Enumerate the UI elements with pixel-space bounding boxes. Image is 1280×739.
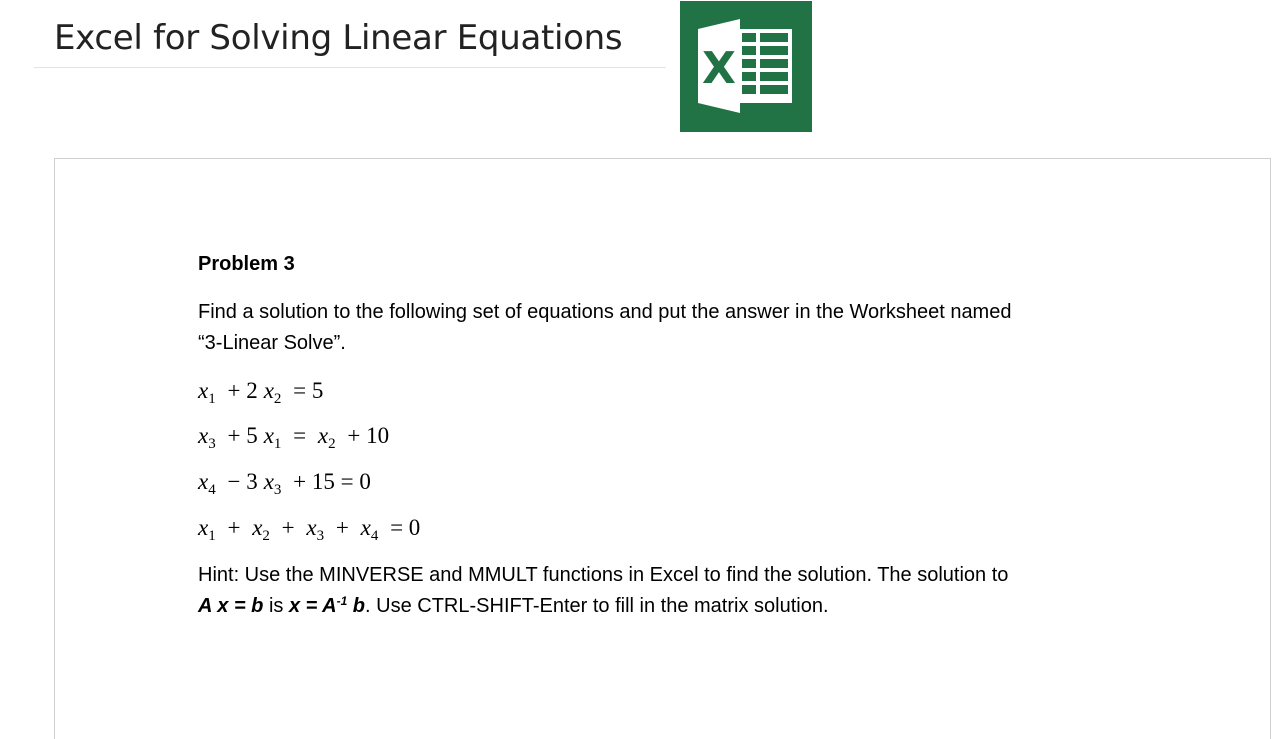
eq-var: x — [306, 515, 317, 540]
eq-sub: 1 — [273, 436, 282, 452]
slide-title: Excel for Solving Linear Equations — [54, 18, 623, 58]
hint-line-1: Hint: Use the MINVERSE and MMULT functions in Excel to find the solution. The solution to — [198, 564, 1009, 586]
problem-intro — [198, 297, 1011, 359]
eq-sub: 3 — [316, 528, 325, 544]
hint-eq-left: A x = b — [198, 595, 264, 617]
eq-var: x — [263, 378, 274, 403]
eq-op: + — [281, 515, 295, 540]
equation-2 — [198, 423, 395, 452]
hint-line-2 — [198, 591, 1008, 622]
eq-var: x — [317, 423, 329, 448]
excel-logo-letter: X — [702, 43, 736, 94]
eq-var: x — [263, 423, 274, 448]
eq-var: x — [252, 515, 263, 540]
eq-sub: 4 — [370, 528, 379, 544]
hint-superscript: -1 — [336, 594, 348, 608]
eq-var: x — [198, 423, 209, 448]
eq-op: = 0 — [390, 515, 421, 540]
intro-line-1: Find a solution to the following set of equations and put the answer in the Worksheet named — [198, 301, 1012, 323]
eq-sub: 3 — [208, 436, 216, 452]
eq-op: + 15 = 0 — [293, 469, 371, 494]
eq-sub: 2 — [262, 528, 270, 544]
eq-op: + — [227, 515, 241, 540]
eq-sub: 1 — [208, 391, 216, 407]
equation-1 — [198, 378, 329, 407]
eq-op: = — [293, 423, 307, 448]
eq-sub: 1 — [208, 528, 216, 544]
title-divider — [34, 67, 666, 68]
eq-sub: 3 — [273, 482, 282, 498]
eq-var: x — [360, 515, 371, 540]
hint-is-word: is — [263, 595, 289, 617]
eq-op: − 3 — [227, 469, 258, 494]
eq-sub: 2 — [328, 436, 336, 452]
hint-eq-right-a: x = A — [288, 595, 337, 617]
hint-rest: . Use CTRL-SHIFT-Enter to fill in the matrix solution. — [365, 595, 829, 617]
eq-var: x — [263, 469, 274, 494]
eq-op: + 2 — [227, 378, 258, 403]
eq-var: x — [198, 378, 209, 403]
eq-op: + 10 — [347, 423, 390, 448]
intro-line-2: “3-Linear Solve”. — [198, 332, 346, 354]
equation-4 — [198, 515, 426, 544]
eq-op: + 5 — [227, 423, 258, 448]
eq-sub: 2 — [273, 391, 282, 407]
problem-heading: Problem 3 — [198, 253, 295, 275]
eq-var: x — [198, 515, 209, 540]
equation-3 — [198, 469, 377, 498]
excel-logo-icon — [680, 1, 812, 132]
hint-eq-right-b: b — [347, 595, 366, 617]
hint-paragraph — [198, 560, 1008, 622]
eq-op: + — [335, 515, 349, 540]
eq-var: x — [198, 469, 209, 494]
eq-op: = 5 — [293, 378, 324, 403]
eq-sub: 4 — [208, 482, 216, 498]
